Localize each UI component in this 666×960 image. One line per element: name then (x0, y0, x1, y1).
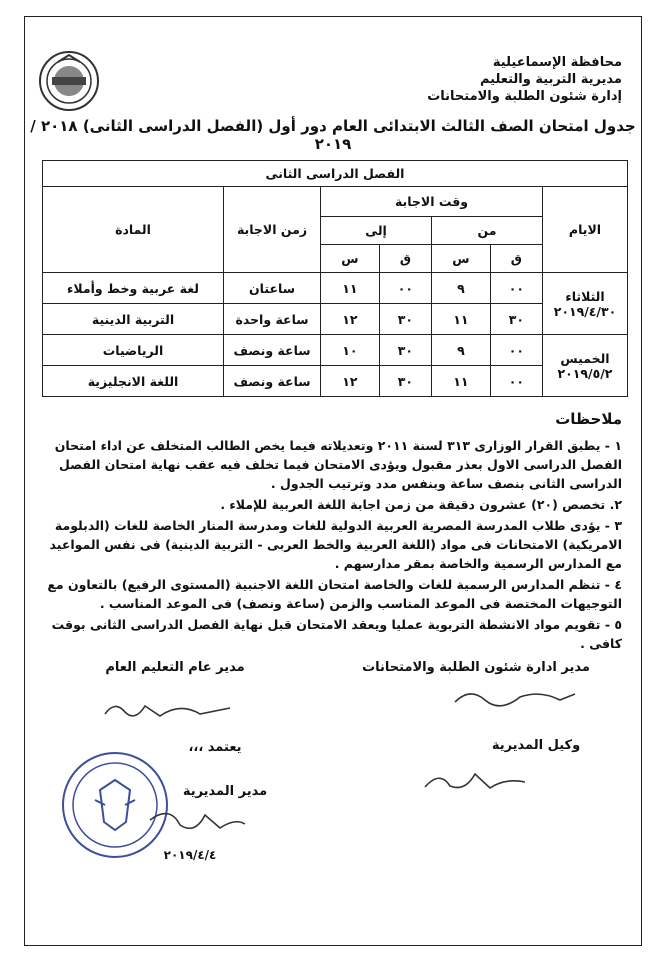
table-row (43, 304, 628, 335)
from-minute: ٠٠ (490, 366, 542, 397)
from-hour: ١١ (432, 304, 491, 335)
ministry-emblem-icon (38, 50, 100, 112)
signature-directorate-head (140, 800, 250, 840)
from-hour: ١١ (432, 366, 491, 397)
from-hour: ٩ (432, 273, 491, 304)
notes-heading: ملاحظات (555, 410, 622, 428)
day-cell (543, 273, 628, 335)
department-name: إدارة شئون الطلبة والامتحانات (427, 89, 622, 104)
table-row (43, 366, 628, 397)
notes-list (40, 436, 622, 655)
semester-header: الفصل الدراسى الثانى (43, 161, 628, 187)
to-minute-header: ق (379, 245, 431, 273)
subject: الرياضيات (43, 335, 224, 366)
from-header: من (432, 217, 543, 245)
to-hour: ١١ (321, 273, 380, 304)
table-row (43, 273, 628, 304)
directorate-header (427, 54, 622, 105)
from-minute-header: ق (490, 245, 542, 273)
days-header: الايام (543, 187, 628, 273)
from-minute: ٣٠ (490, 304, 542, 335)
duration: ساعة ونصف (224, 366, 321, 397)
to-hour: ١٠ (321, 335, 380, 366)
note-item: ١ - يطبق القرار الوزارى ٣١٣ لسنة ٢٠١١ وتعديلاته فيما يخص الطالب المتخلف عن اداء امتحان الفصل الدراسى الاول بعذر مقبول ويؤدى الامتحان فيما تخلف فيه عقب نهاية امتحان الفصل الدراسى الثانى بنصف ساعة وبنفس مدد وترتيب الجدول . (54, 438, 622, 491)
to-header: إلى (321, 217, 432, 245)
from-hour-header: س (432, 245, 491, 273)
governorate-name: محافظة الإسماعيلية (492, 55, 622, 70)
note-item: ٤ - تنظم المدارس الرسمية للغات والخاصة امتحان اللغة الاجنبية (المستوى الرفيع) بالتعاون مع التوجيهات المختصة فى الموعد المناسب والزمن (ساعة ونصف) فى الموعد المناسب . (47, 577, 622, 611)
to-minute: ٣٠ (379, 366, 431, 397)
to-minute: ٣٠ (379, 335, 431, 366)
subject-header: المادة (43, 187, 224, 273)
to-minute: ٣٠ (379, 304, 431, 335)
subject: اللغة الانجليزية (43, 366, 224, 397)
to-hour-header: س (321, 245, 380, 273)
duration-header: زمن الاجابة (224, 187, 321, 273)
note-item: ٥ - تقويم مواد الانشطة التربوية عمليا ويعقد الامتحان قبل نهاية الفصل الدراسى الثانى بوقت كافى . (51, 617, 622, 651)
deputy-title: وكيل المديرية (491, 738, 581, 753)
subject: التربية الدينية (43, 304, 224, 335)
approved-label: يعتمد ،،، (188, 740, 242, 755)
from-minute: ٠٠ (490, 273, 542, 304)
day-date: ٢٠١٩/٤/٣٠ (553, 303, 617, 319)
duration: ساعة واحدة (224, 304, 321, 335)
time-header: وقت الاجابة (321, 187, 543, 217)
day-date: ٢٠١٩/٥/٢ (557, 365, 613, 381)
approval-date: ٢٠١٩/٤/٤ (163, 848, 217, 862)
exam-schedule-table (42, 160, 628, 397)
affairs-director-title: مدير ادارة شئون الطلبة والامتحانات (362, 660, 590, 675)
day-name: الخميس (560, 350, 610, 366)
directorate-head-title: مدير المديرية (182, 784, 268, 799)
duration: ساعتان (224, 273, 321, 304)
signature-general-director (100, 692, 240, 732)
day-name: الثلاثاء (565, 288, 605, 304)
general-director-title: مدير عام التعليم العام (105, 660, 245, 675)
from-hour: ٩ (432, 335, 491, 366)
from-minute: ٠٠ (490, 335, 542, 366)
page-title: جدول امتحان الصف الثالث الابتدائى العام دور أول (الفصل الدراسى الثانى) ٢٠١٨ / ٢٠١٩ (30, 117, 636, 153)
day-cell (543, 335, 628, 397)
table-row (43, 335, 628, 366)
to-hour: ١٢ (321, 304, 380, 335)
duration: ساعة ونصف (224, 335, 321, 366)
note-item: ٣ - يؤدى طلاب المدرسة المصرية العربية الدولية للغات ومدرسة المنار الخاصة للغات (الدبلومة الامريكية) الامتحانات فى مواد (اللغة العربية والخط العربى - التربية الدينية) فى نفس المواعيد مع المدارس الرسمية والخاصة بمقر مدارسهم . (49, 518, 622, 571)
to-minute: ٠٠ (379, 273, 431, 304)
subject: لغة عربية وخط وأملاء (43, 273, 224, 304)
note-item: ٢. تخصص (٢٠) عشرون دقيقة من زمن اجابة اللغة العربية للإملاء . (220, 497, 622, 512)
signature-affairs-director (450, 682, 580, 712)
signature-deputy (420, 762, 530, 798)
directorate-name: مديرية التربية والتعليم (479, 72, 622, 87)
to-hour: ١٢ (321, 366, 380, 397)
